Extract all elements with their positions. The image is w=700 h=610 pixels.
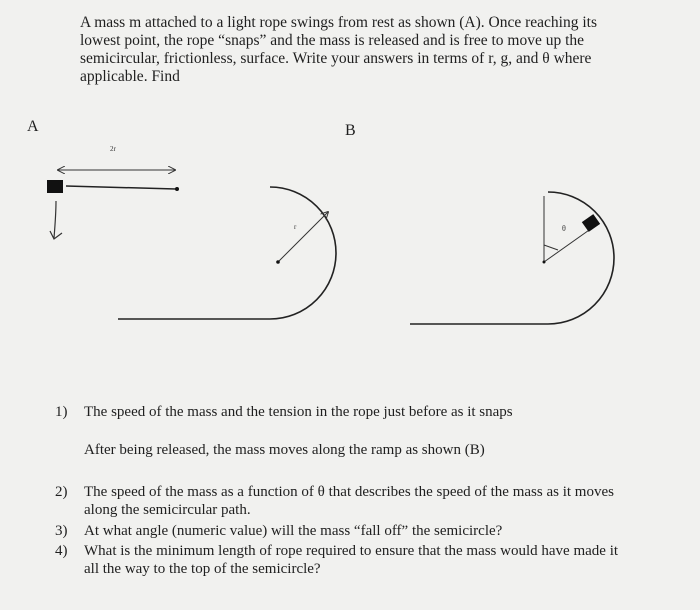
question-text: At what angle (numeric value) will the mass “fall off” the semicircle? — [84, 523, 503, 539]
question-text: After being released, the mass moves along the ramp as shown (B) — [84, 442, 485, 458]
swing-direction-arrow — [54, 201, 56, 238]
figure-a — [47, 145, 336, 319]
question-text: all the way to the top of the semicircle? — [84, 561, 321, 577]
question-number: 2) — [55, 484, 68, 500]
radius-arrow — [278, 212, 328, 262]
center-point — [276, 260, 280, 264]
intro-line: lowest point, the rope “snaps” and the mass is released and is free to move up the — [80, 32, 585, 49]
question-text: What is the minimum length of rope required to ensure that the mass would have made it — [84, 543, 619, 559]
intro-line: applicable. Find — [80, 68, 180, 85]
figure-label-b: B — [345, 122, 356, 139]
center-point-b — [543, 261, 546, 264]
mass-block-b — [582, 214, 600, 232]
semicircle-track-a — [118, 187, 336, 319]
question-text: The speed of the mass as a function of θ that describes the speed of the mass as it moves — [84, 484, 614, 500]
question-number: 1) — [55, 404, 68, 420]
angle-label: θ — [562, 224, 566, 233]
question-text: The speed of the mass and the tension in the rope just before as it snaps — [84, 404, 513, 420]
question-2 — [55, 483, 695, 519]
intro-line: A mass m attached to a light rope swings from rest as shown (A). Once reaching its — [80, 14, 597, 31]
angle-bracket — [544, 245, 558, 250]
question-text: along the semicircular path. — [84, 502, 251, 518]
mass-block-a — [47, 180, 63, 193]
intro-line: semicircular, frictionless, surface. Write your answers in terms of r, g, and θ where — [80, 50, 592, 67]
figure-b — [410, 192, 614, 324]
question-number: 3) — [55, 523, 68, 539]
question-number: 4) — [55, 543, 68, 559]
question-4 — [55, 542, 695, 578]
figure-label-a: A — [27, 118, 39, 135]
pivot-point — [175, 187, 179, 191]
radial-line — [544, 228, 592, 262]
semicircle-track-b — [410, 192, 614, 324]
rope-length-label: 2r — [110, 145, 116, 153]
rope — [66, 186, 176, 189]
radius-label: r — [294, 223, 297, 231]
